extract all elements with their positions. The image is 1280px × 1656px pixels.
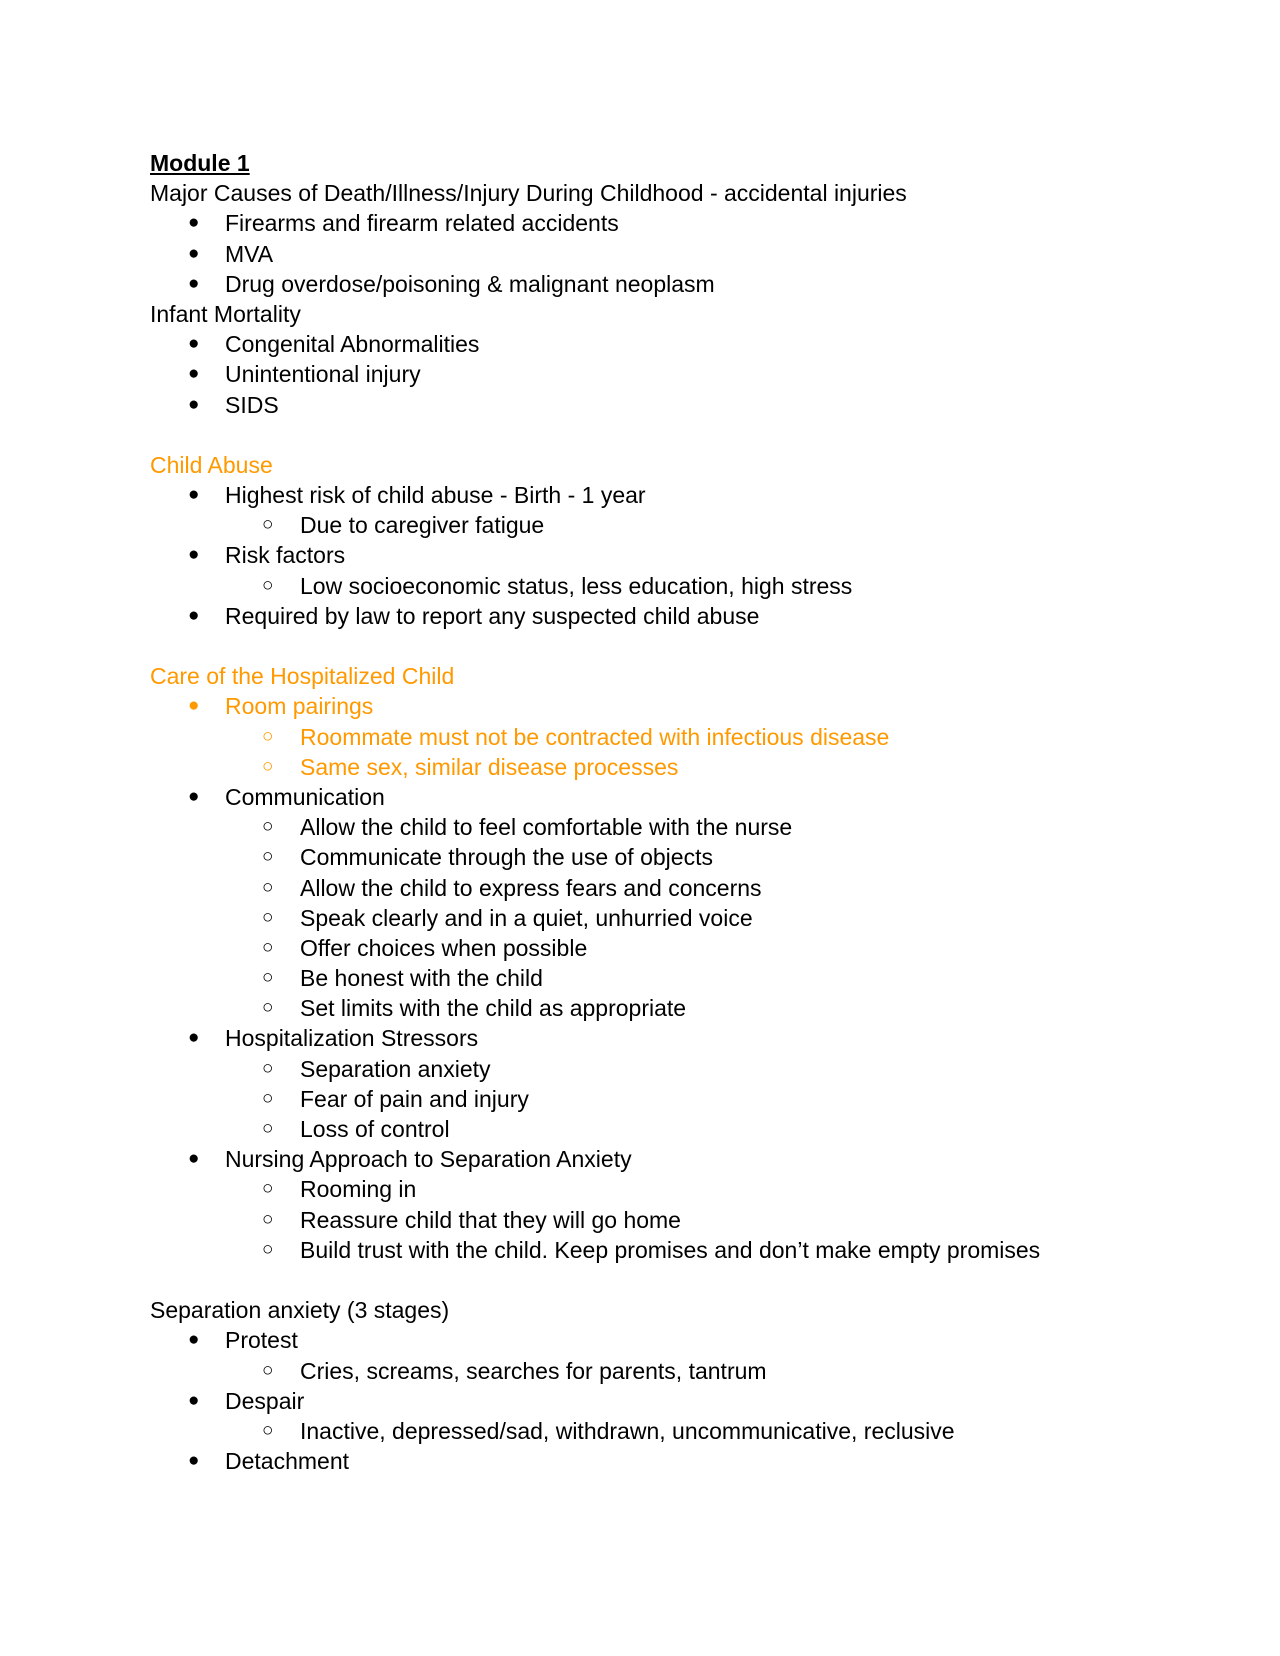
infant-heading: Infant Mortality	[150, 300, 301, 327]
sub-list-item	[150, 1416, 1210, 1446]
hollow-bullet-icon: ○	[262, 1208, 274, 1230]
hollow-bullet-icon: ○	[262, 1359, 274, 1381]
sub-list-item	[150, 903, 1210, 933]
sub-list-item-text: Inactive, depressed/sad, withdrawn, uncommunicative, reclusive	[300, 1417, 955, 1444]
list-item	[150, 691, 1210, 721]
list-item	[150, 329, 1210, 359]
sub-list-item	[150, 1205, 1210, 1235]
list-item	[150, 540, 1210, 570]
hollow-bullet-icon: ○	[262, 816, 274, 838]
list-item-text: Highest risk of child abuse - Birth - 1 year	[225, 482, 646, 509]
sub-list-item-text: Build trust with the child. Keep promises and don’t make empty promises	[300, 1236, 1041, 1263]
sub-list-item-text: Rooming in	[300, 1176, 417, 1203]
list-item	[150, 390, 1210, 420]
bullet-icon: ●	[188, 544, 200, 566]
list-item	[150, 480, 1210, 510]
bullet-icon: ●	[188, 212, 200, 234]
list-item	[150, 1144, 1210, 1174]
sub-list-item-text: Reassure child that they will go home	[300, 1206, 681, 1233]
hollow-bullet-icon: ○	[262, 1238, 274, 1260]
bullet-icon: ●	[188, 604, 200, 626]
bullet-icon: ●	[188, 363, 200, 385]
hollow-bullet-icon: ○	[262, 1057, 274, 1079]
list-item-text: Detachment	[225, 1448, 350, 1475]
sub-list-item-text: Fear of pain and injury	[300, 1085, 529, 1112]
hollow-bullet-icon: ○	[262, 1419, 274, 1441]
bullet-icon: ●	[188, 393, 200, 415]
sub-list-item	[150, 722, 1210, 752]
list-item-text: Risk factors	[225, 542, 346, 569]
causes-heading: Major Causes of Death/Illness/Injury During Childhood - accidental injuries	[150, 180, 907, 207]
bullet-icon: ●	[188, 242, 200, 264]
list-item-text: Protest	[225, 1327, 298, 1354]
sub-list-item-text: Same sex, similar disease processes	[300, 753, 679, 780]
hollow-bullet-icon: ○	[262, 1118, 274, 1139]
list-item	[150, 359, 1210, 389]
sub-list-item-text: Allow the child to feel comfortable with the nurse	[300, 814, 793, 841]
list-item	[150, 782, 1210, 812]
list-item-text: SIDS	[225, 391, 279, 418]
bullet-icon: ●	[188, 484, 200, 506]
sub-list-item	[150, 752, 1210, 782]
sub-list-item-text: Cries, screams, searches for parents, tantrum	[300, 1357, 767, 1384]
bullet-icon: ●	[188, 1450, 200, 1472]
list-item-text: Drug overdose/poisoning & malignant neoplasm	[225, 270, 715, 297]
sub-list-item	[150, 571, 1210, 601]
list-item	[150, 269, 1210, 299]
list-item	[150, 208, 1210, 238]
bullet-icon: ●	[188, 785, 200, 807]
bullet-icon: ●	[188, 1148, 200, 1170]
sub-list-item	[150, 1084, 1210, 1114]
sub-list-item	[150, 963, 1210, 993]
bullet-icon: ●	[188, 695, 200, 717]
list-item-text: MVA	[225, 240, 274, 267]
spacer	[150, 631, 1210, 661]
sub-list-item-text: Separation anxiety	[300, 1055, 491, 1082]
document-body	[150, 148, 1210, 1476]
hollow-bullet-icon: ○	[262, 997, 274, 1019]
list-item-text: Nursing Approach to Separation Anxiety	[225, 1146, 632, 1173]
sub-list-item	[150, 812, 1210, 842]
bullet-icon: ●	[188, 1329, 200, 1351]
list-item-text: Required by law to report any suspected child abuse	[225, 602, 760, 629]
sub-list-item-text: Speak clearly and in a quiet, unhurried voice	[300, 904, 753, 931]
bullet-icon: ●	[188, 1027, 200, 1049]
sub-list-item-text: Be honest with the child	[300, 965, 543, 992]
module-title: Module 1	[150, 150, 250, 176]
hollow-bullet-icon: ○	[262, 514, 274, 536]
sub-list-item	[150, 510, 1210, 540]
list-item	[150, 1023, 1210, 1053]
bullet-icon: ●	[188, 1389, 200, 1411]
hollow-bullet-icon: ○	[262, 967, 274, 989]
list-item-text: Room pairings	[225, 693, 374, 720]
separation-anxiety-heading: Separation anxiety (3 stages)	[150, 1297, 450, 1324]
list-item-text: Congenital Abnormalities	[225, 331, 480, 358]
sub-list-item-text: Due to caregiver fatigue	[300, 512, 545, 539]
sub-list-item	[150, 842, 1210, 872]
hollow-bullet-icon: ○	[262, 574, 274, 596]
spacer	[150, 1265, 1210, 1295]
sub-list-item	[150, 1174, 1210, 1204]
list-item-text: Firearms and firearm related accidents	[225, 210, 619, 237]
sub-list-item-text: Offer choices when possible	[300, 934, 588, 961]
hollow-bullet-icon: ○	[262, 1087, 274, 1109]
list-item	[150, 1325, 1210, 1355]
hollow-bullet-icon: ○	[262, 725, 274, 747]
list-item-text: Despair	[225, 1387, 305, 1414]
sub-list-item-text: Communicate through the use of objects	[300, 844, 713, 871]
sub-list-item-text: Roommate must not be contracted with infectious disease	[300, 723, 890, 750]
sub-list-item-text: Low socioeconomic status, less education, high stress	[300, 572, 853, 599]
list-item	[150, 239, 1210, 269]
spacer	[150, 420, 1210, 450]
hollow-bullet-icon: ○	[262, 936, 274, 958]
hollow-bullet-icon: ○	[262, 755, 274, 777]
hospitalized-child-heading: Care of the Hospitalized Child	[150, 663, 455, 690]
hollow-bullet-icon: ○	[262, 906, 274, 928]
child-abuse-heading: Child Abuse	[150, 451, 273, 478]
list-item	[150, 1446, 1210, 1476]
sub-list-item	[150, 1054, 1210, 1084]
sub-list-item-text: Loss of control	[300, 1116, 450, 1142]
sub-list-item	[150, 993, 1210, 1023]
bullet-icon: ●	[188, 333, 200, 355]
sub-list-item	[150, 1356, 1210, 1386]
sub-list-item	[150, 873, 1210, 903]
sub-list-item	[150, 1235, 1210, 1265]
list-item-text: Hospitalization Stressors	[225, 1025, 479, 1052]
sub-list-item	[150, 1114, 1210, 1144]
sub-list-item-text: Allow the child to express fears and concerns	[300, 874, 762, 901]
bullet-icon: ●	[188, 272, 200, 294]
sub-list-item	[150, 933, 1210, 963]
list-item-text: Unintentional injury	[225, 361, 421, 388]
hollow-bullet-icon: ○	[262, 846, 274, 868]
list-item-text: Communication	[225, 783, 385, 810]
sub-list-item-text: Set limits with the child as appropriate	[300, 995, 687, 1022]
hollow-bullet-icon: ○	[262, 1178, 274, 1200]
list-item	[150, 1386, 1210, 1416]
list-item	[150, 601, 1210, 631]
hollow-bullet-icon: ○	[262, 876, 274, 898]
